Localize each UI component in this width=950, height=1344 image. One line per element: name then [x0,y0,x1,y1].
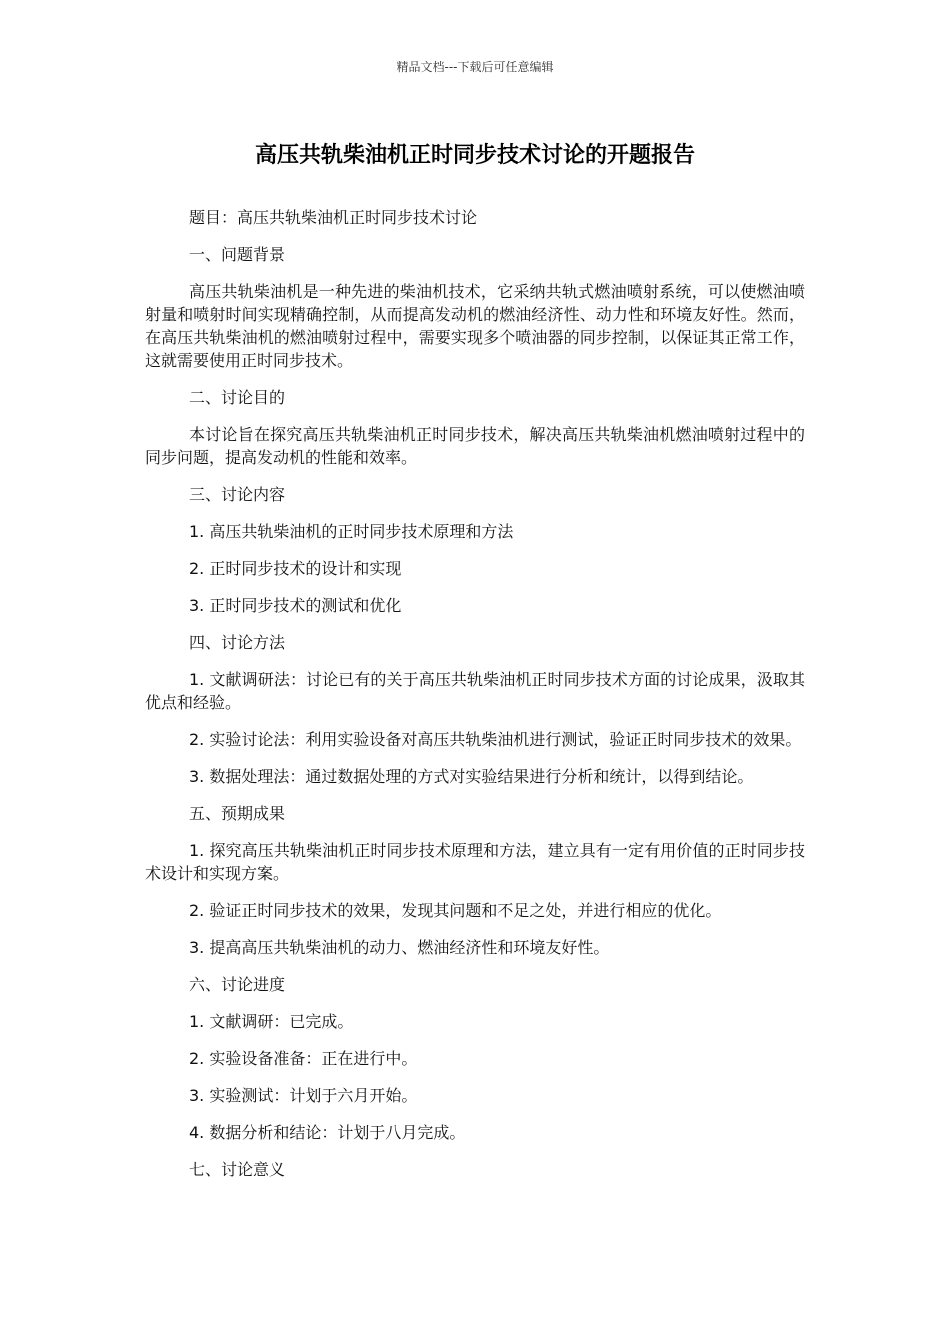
section-heading-outcomes: 五、预期成果 [189,804,286,823]
header-note: 精品文档---下载后可任意编辑 [396,60,554,74]
section-heading-significance: 七、讨论意义 [189,1160,286,1179]
document-title: 高压共轨柴油机正时同步技术讨论的开题报告 [254,143,695,168]
progress-item: 3. 实验测试：计划于六月开始。 [189,1086,418,1105]
section-heading-purpose: 二、讨论目的 [189,388,286,407]
method-item: 3. 数据处理法：通过数据处理的方式对实验结果进行分析和统计，以得到结论。 [189,767,754,786]
background-paragraph: 高压共轨柴油机是一种先进的柴油机技术，它采纳共轨式燃油喷射系统，可以使燃油喷射量和喷射时间实现精确控制，从而提高发动机的燃油经济性、动力性和环境友好性。然而，在高压共轨柴油机的燃油喷射过程中，需要实现多个喷油器的同步控制，以保证其正常工作，这就需要使用正时同步技术。 [145,282,805,370]
section-heading-methods: 四、讨论方法 [189,633,286,652]
topic-line: 题目：高压共轨柴油机正时同步技术讨论 [189,208,478,227]
outcome-item: 3. 提高高压共轨柴油机的动力、燃油经济性和环境友好性。 [189,938,610,957]
section-heading-progress: 六、讨论进度 [189,975,286,994]
progress-item: 2. 实验设备准备：正在进行中。 [189,1049,418,1068]
progress-item: 1. 文献调研：已完成。 [189,1012,354,1031]
outcome-item: 2. 验证正时同步技术的效果，发现其问题和不足之处，并进行相应的优化。 [189,901,722,920]
document-body [145,206,805,1195]
method-item: 2. 实验讨论法：利用实验设备对高压共轨柴油机进行测试，验证正时同步技术的效果。 [189,730,802,749]
purpose-paragraph: 本讨论旨在探究高压共轨柴油机正时同步技术，解决高压共轨柴油机燃油喷射过程中的同步问题，提高发动机的性能和效率。 [145,425,805,467]
content-item: 2. 正时同步技术的设计和实现 [189,559,402,578]
content-item: 1. 高压共轨柴油机的正时同步技术原理和方法 [189,522,514,541]
method-item: 1. 文献调研法：讨论已有的关于高压共轨柴油机正时同步技术方面的讨论成果，汲取其优点和经验。 [145,670,805,712]
content-item: 3. 正时同步技术的测试和优化 [189,596,402,615]
progress-item: 4. 数据分析和结论：计划于八月完成。 [189,1123,466,1142]
section-heading-background: 一、问题背景 [189,245,286,264]
outcome-item: 1. 探究高压共轨柴油机正时同步技术原理和方法，建立具有一定有用价值的正时同步技术设计和实现方案。 [145,841,805,883]
section-heading-content: 三、讨论内容 [189,485,286,504]
